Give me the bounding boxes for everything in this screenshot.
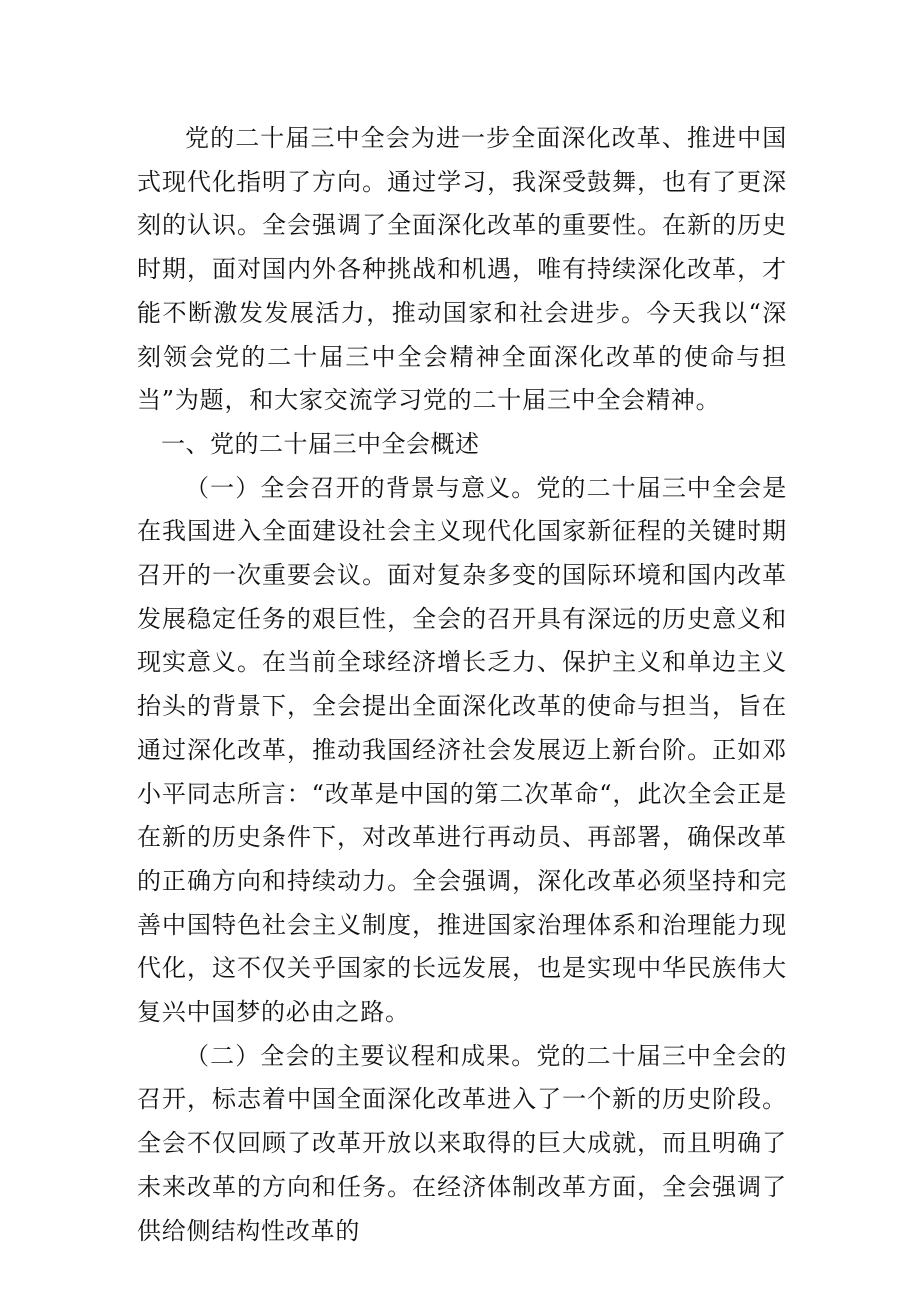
section-heading: 一、党的二十届三中全会概述 xyxy=(161,429,480,458)
document-body xyxy=(137,117,787,1253)
subsection-paragraph-2: （二）全会的主要议程和成果。党的二十届三中全会的召开，标志着中国全面深化改革进入了一个新的历史阶段。全会不仅回顾了改革开放以来取得的巨大成就，而且明确了未来改革的方向和任务。在经济体制改革方面，全会强调了供给侧结构性改革的 xyxy=(137,1041,787,1245)
intro-paragraph: 党的二十届三中全会为进一步全面深化改革、推进中国式现代化指明了方向。通过学习，我深受鼓舞，也有了更深刻的认识。全会强调了全面深化改革的重要性。在新的历史时期，面对国内外各种挑战和机遇，唯有持续深化改革，才能不断激发发展活力，推动国家和社会进步。今天我以“深刻领会党的二十届三中全会精神全面深化改革的使命与担当”为题，和大家交流学习党的二十届三中全会精神。 xyxy=(137,124,787,415)
subsection-paragraph-1: （一）全会召开的背景与意义。党的二十届三中全会是在我国进入全面建设社会主义现代化国家新征程的关键时期召开的一次重要会议。面对复杂多变的国际环境和国内改革发展稳定任务的艰巨性，全会的召开具有深远的历史意义和现实意义。在当前全球经济增长乏力、保护主义和单边主义抬头的背景下，全会提出全面深化改革的使命与担当，旨在通过深化改革，推动我国经济社会发展迈上新台阶。正如邓小平同志所言：“改革是中国的第二次革命“，此次全会正是在新的历史条件下，对改革进行再动员、再部署，确保改革的正确方向和持续动力。全会强调，深化改革必须坚持和完善中国特色社会主义制度，推进国家治理体系和治理能力现代化，这不仅关乎国家的长远发展，也是实现中华民族伟大复兴中国梦的必由之路。 xyxy=(137,473,787,1027)
